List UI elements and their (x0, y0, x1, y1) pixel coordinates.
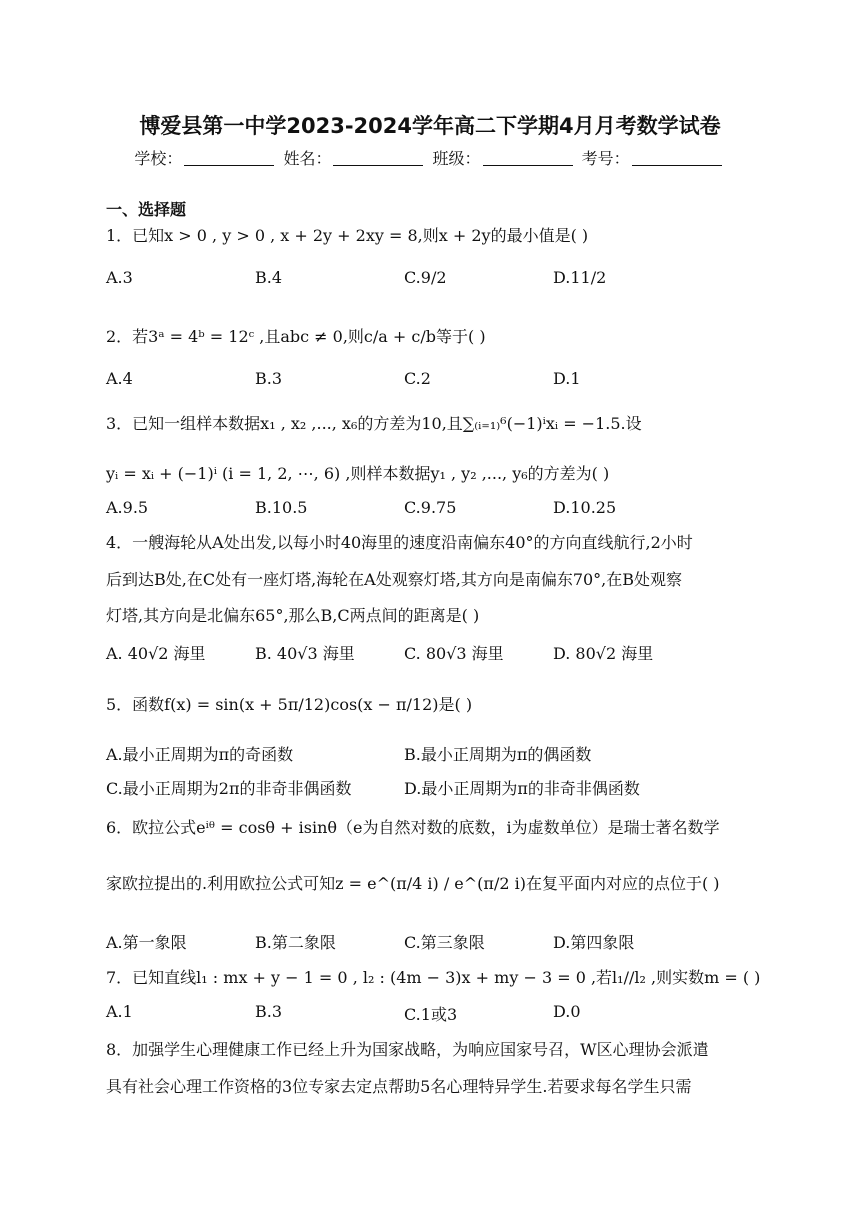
name-blank[interactable] (333, 151, 423, 166)
option-d[interactable]: D.0 (553, 1002, 581, 1021)
option-a[interactable]: A.1 (106, 1002, 133, 1021)
option-d[interactable]: D.10.25 (553, 498, 617, 517)
question-5-text: 5．函数f(x) = sin(x + 5π/12)cos(x − π/12)是( ) (106, 695, 473, 714)
option-a[interactable]: A.最小正周期为π的奇函数 (106, 745, 294, 764)
option-b[interactable]: B.4 (255, 268, 283, 287)
option-c[interactable]: C.1或3 (404, 1005, 458, 1024)
question-4-text-line-3: 灯塔,其方向是北偏东65°,那么B,C两点间的距离是( ) (106, 606, 480, 625)
question-2-text: 2．若3ᵃ = 4ᵇ = 12ᶜ ,且abc ≠ 0,则c/a + c/b等于( ) (106, 327, 486, 346)
section-title: 一、选择题 (106, 200, 187, 219)
option-c[interactable]: C.2 (404, 369, 431, 388)
option-a[interactable]: A.3 (106, 268, 133, 287)
option-c[interactable]: C.最小正周期为2π的非奇非偶函数 (106, 779, 352, 798)
option-c[interactable]: C.9/2 (404, 268, 447, 287)
option-a[interactable]: A.9.5 (106, 498, 149, 517)
option-d[interactable]: D.11/2 (553, 268, 607, 287)
option-d[interactable]: D.第四象限 (553, 933, 635, 952)
option-c[interactable]: C.第三象限 (404, 933, 485, 952)
option-b[interactable]: B.最小正周期为π的偶函数 (404, 745, 592, 764)
option-b[interactable]: B.3 (255, 369, 283, 388)
class-label: 班级： (432, 149, 481, 168)
option-b[interactable]: B.第二象限 (255, 933, 336, 952)
exam-number-blank[interactable] (632, 151, 722, 166)
option-c[interactable]: C.9.75 (404, 498, 457, 517)
option-a[interactable]: A.第一象限 (106, 933, 187, 952)
question-3-text-line-2: yᵢ = xᵢ + (−1)ⁱ (i = 1, 2, ⋯, 6) ,则样本数据y₁ , y₂ ,..., y₆的方差为( ) (106, 464, 610, 483)
question-4-text-line-2: 后到达B处,在C处有一座灯塔,海轮在A处观察灯塔,其方向是南偏东70°,在B处观察 (106, 570, 683, 589)
option-b[interactable]: B.3 (255, 1002, 283, 1021)
school-label: 学校： (134, 149, 183, 168)
question-6-text-line-2: 家欧拉提出的.利用欧拉公式可知z = e^(π/4 i) / e^(π/2 i)在复平面内对应的点位于( ) (106, 874, 720, 893)
option-d[interactable]: D.1 (553, 369, 581, 388)
question-1-text: 1．已知x > 0 , y > 0 , x + 2y + 2xy = 8,则x + 2y的最小值是( ) (106, 226, 589, 245)
name-label: 姓名： (283, 149, 332, 168)
exam-title: 博爱县第一中学2023-2024学年高二下学期4月月考数学试卷 (139, 114, 721, 138)
option-a[interactable]: A. 40√2 海里 (106, 644, 206, 663)
option-b[interactable]: B. 40√3 海里 (255, 644, 355, 663)
question-8-text-line-1: 8．加强学生心理健康工作已经上升为国家战略，为响应国家号召，W区心理协会派遣 (106, 1040, 709, 1059)
school-blank[interactable] (184, 151, 274, 166)
question-8-text-line-2: 具有社会心理工作资格的3位专家去定点帮助5名心理特异学生.若要求每名学生只需 (106, 1077, 692, 1096)
question-4-text-line-1: 4．一艘海轮从A处出发,以每小时40海里的速度沿南偏东40°的方向直线航行,2小时 (106, 533, 693, 552)
option-a[interactable]: A.4 (106, 369, 133, 388)
option-d[interactable]: D. 80√2 海里 (553, 644, 654, 663)
student-info-row (0, 146, 860, 169)
question-7-text: 7．已知直线l₁ : mx + y − 1 = 0 , l₂ : (4m − 3)x + my − 3 = 0 ,若l₁//l₂ ,则实数m = ( ) (106, 968, 761, 987)
question-3-text-line-1: 3．已知一组样本数据x₁ , x₂ ,..., x₆的方差为10,且∑₍ᵢ₌₁₎⁶(−1)ⁱxᵢ = −1.5.设 (106, 414, 642, 433)
exam-number-label: 考号： (581, 149, 630, 168)
question-6-text-line-1: 6．欧拉公式eⁱᶿ = cosθ + isinθ（e为自然对数的底数，i为虚数单位）是瑞士著名数学 (106, 818, 720, 837)
option-d[interactable]: D.最小正周期为π的非奇非偶函数 (404, 779, 640, 798)
option-b[interactable]: B.10.5 (255, 498, 308, 517)
option-c[interactable]: C. 80√3 海里 (404, 644, 504, 663)
class-blank[interactable] (483, 151, 573, 166)
